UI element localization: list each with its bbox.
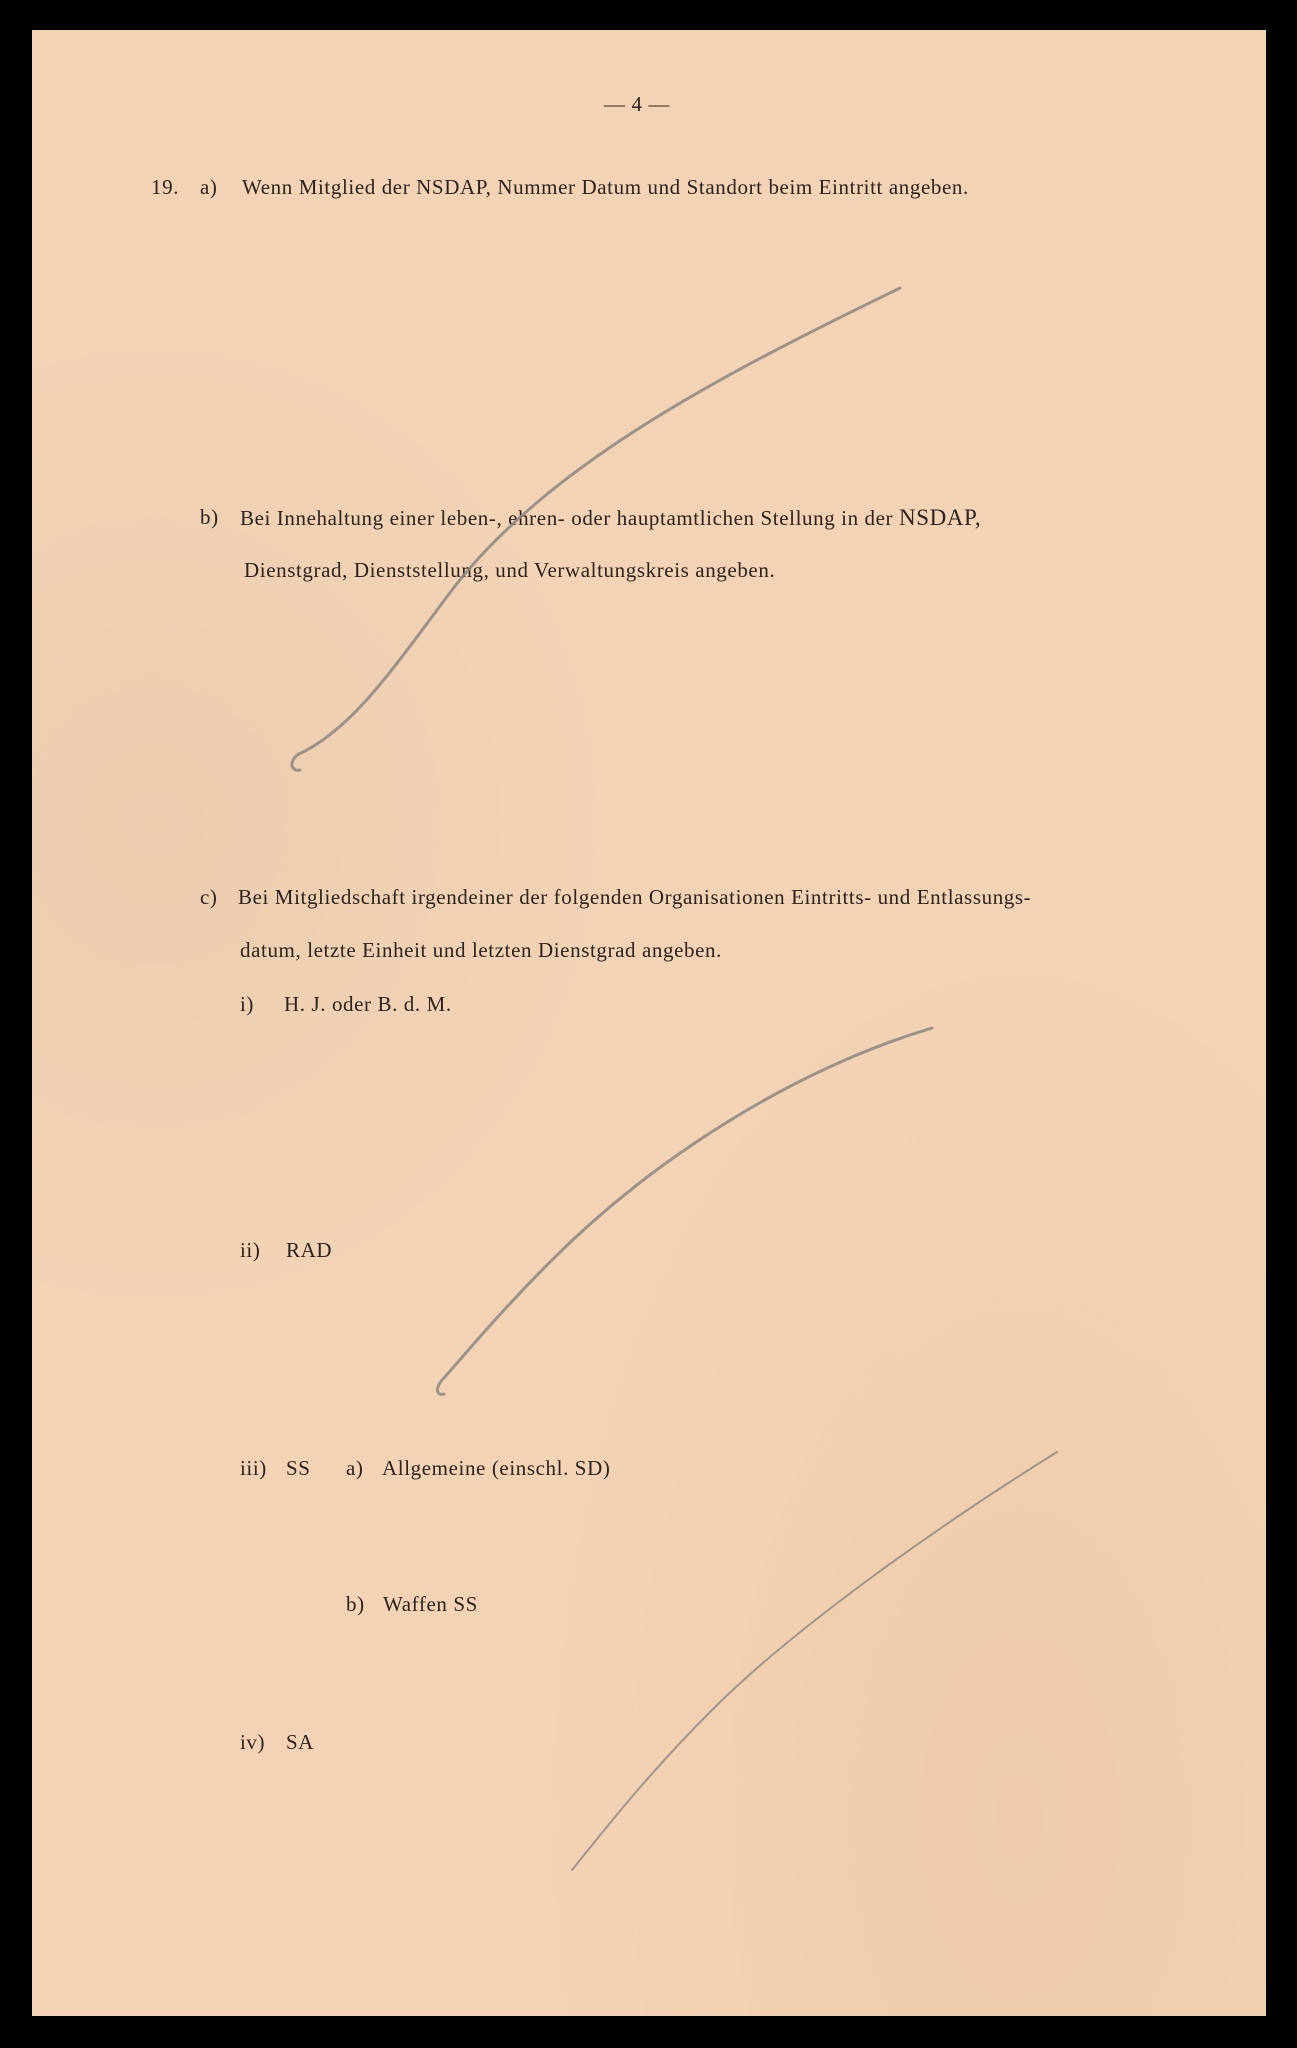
q19b-line1-bold: NSDAP, [899, 505, 982, 530]
q19b-label: b) [200, 505, 219, 529]
q19b-line2: Dienstgrad, Dienststellung, und Verwaltungskreis angeben. [244, 558, 776, 582]
item-waffen-label: b) [346, 1592, 365, 1616]
item-waffen-text: Waffen SS [383, 1592, 478, 1616]
document-page [32, 30, 1266, 2016]
item-iv-text: SA [286, 1730, 315, 1754]
question-number: 19. [151, 175, 180, 199]
q19c-line1: Bei Mitgliedschaft irgendeiner der folgenden Organisationen Eintritts- und Entlassungs- [238, 885, 1032, 909]
item-iv-label: iv) [240, 1730, 266, 1754]
pencil-stroke [292, 288, 900, 770]
item-iii-sub-text: Allgemeine (einschl. SD) [382, 1456, 611, 1480]
item-ii-text: RAD [286, 1238, 333, 1262]
item-i-text: H. J. oder B. d. M. [284, 992, 452, 1016]
pencil-strokes [32, 30, 1266, 2016]
q19c-line2: datum, letzte Einheit und letzten Dienstgrad angeben. [240, 938, 722, 962]
q19a-label: a) [200, 175, 218, 199]
q19b-line1-text: Bei Innehaltung einer leben-, ehren- oder hauptamtlichen Stellung in der [240, 506, 894, 530]
pencil-stroke [438, 1028, 932, 1394]
q19a-text: Wenn Mitglied der NSDAP, Nummer Datum und Standort beim Eintritt angeben. [242, 175, 969, 199]
item-iii-label: iii) [240, 1456, 267, 1480]
pencil-stroke [572, 1452, 1057, 1870]
item-ii-label: ii) [240, 1238, 261, 1262]
page-number: — 4 — [604, 92, 670, 116]
q19c-label: c) [200, 885, 218, 909]
item-i-label: i) [240, 992, 255, 1016]
item-iii-text: SS [286, 1456, 311, 1480]
item-iii-sub-label: a) [346, 1456, 364, 1480]
